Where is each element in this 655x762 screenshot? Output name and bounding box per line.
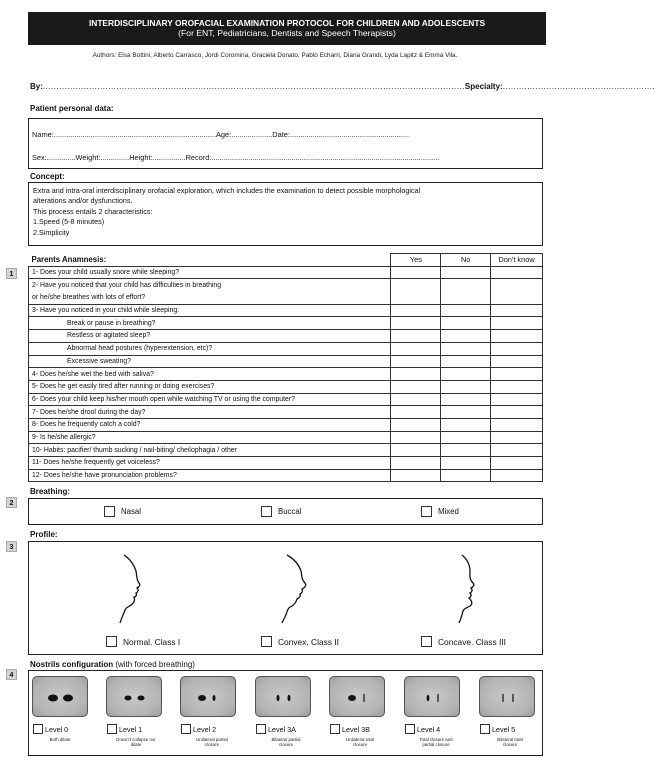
- concept-line: 1.Speed (5-8 minutes): [33, 217, 105, 227]
- col-yes-header: Yes: [391, 254, 441, 267]
- anamnesis-title: Parents Anamnesis:: [29, 254, 391, 267]
- breathing-option-buccal[interactable]: [261, 506, 301, 517]
- level-2-desc: Unilateral partial closure: [196, 737, 228, 747]
- table-row: [29, 431, 543, 444]
- answer-no-cell[interactable]: [441, 292, 491, 305]
- patient-data-title: Patient personal data:: [30, 104, 114, 113]
- question-text: Excessive sweating?: [29, 355, 391, 368]
- answer-no-cell[interactable]: [441, 444, 491, 457]
- table-row: [29, 292, 543, 305]
- answer-yes-cell[interactable]: [391, 393, 441, 406]
- nostrils-bilateral-total-icon: [480, 677, 536, 718]
- nostrils-unilateral-partial-icon: [181, 677, 237, 718]
- height-field[interactable]: ................: [152, 153, 186, 162]
- concave-checkbox[interactable]: [421, 636, 432, 647]
- answer-dont-know-cell[interactable]: [491, 355, 543, 368]
- convex-label: Convex. Class II: [278, 636, 339, 647]
- patient-name-row: [32, 130, 409, 139]
- authors-line: Authors: Elsa Bottini, Alberto Carrasco, Jordi Coromina, Graciela Donato, Pablo Echarri, Diana Grandi, Lyda Lapitz & Emma Vila.: [92, 52, 458, 59]
- nostrils-neutral-icon: [107, 677, 163, 718]
- table-row: [29, 406, 543, 419]
- question-text: 7- Does he/she drool during the day?: [29, 406, 391, 419]
- level-1-desc: Doesn't collapse nor dilate: [116, 737, 156, 747]
- nostril-image-level-0: [32, 676, 88, 717]
- question-text: Restless or agitated sleep?: [29, 330, 391, 343]
- answer-yes-cell[interactable]: [391, 355, 441, 368]
- answer-yes-cell[interactable]: [391, 444, 441, 457]
- nostrils-title-suffix: (with forced breathing): [115, 660, 195, 669]
- profile-option-convex[interactable]: [261, 636, 339, 647]
- protocol-subtitle: (For ENT, Pediatricians, Dentists and Speech Therapists): [178, 28, 396, 38]
- level-4-option[interactable]: [405, 724, 440, 734]
- record-field[interactable]: ...............................................................................................................: [211, 153, 440, 162]
- question-text: 6- Does your child keep his/her mouth open while watching TV or using the computer?: [29, 393, 391, 406]
- level-3a-desc: Bilateral partial closure: [271, 737, 301, 747]
- nostrils-bilateral-partial-icon: [256, 677, 312, 718]
- answer-no-cell[interactable]: [441, 330, 491, 343]
- mixed-label: Mixed: [438, 507, 459, 516]
- answer-yes-cell[interactable]: [391, 457, 441, 470]
- question-text: 11- Does he/she frequently get voiceless?: [29, 457, 391, 470]
- table-row: [29, 317, 543, 330]
- level-5-label: Level 5: [492, 724, 516, 734]
- concept-line: This process entails 2 characteristics:: [33, 206, 153, 216]
- answer-dont-know-cell[interactable]: [491, 317, 543, 330]
- answer-dont-know-cell[interactable]: [491, 266, 543, 279]
- level-0-option[interactable]: [33, 724, 68, 734]
- answer-dont-know-cell[interactable]: [491, 418, 543, 431]
- nasal-checkbox[interactable]: [104, 506, 115, 517]
- question-text: Break or pause in breathing?: [29, 317, 391, 330]
- answer-dont-know-cell[interactable]: [491, 406, 543, 419]
- answer-dont-know-cell[interactable]: [491, 330, 543, 343]
- answer-dont-know-cell[interactable]: [491, 393, 543, 406]
- level-0-checkbox[interactable]: [33, 724, 43, 734]
- convex-profile-icon: [275, 553, 315, 625]
- question-text: Abnormal head postures (hyperextension, etc)?: [29, 342, 391, 355]
- buccal-checkbox[interactable]: [261, 506, 272, 517]
- nostril-image-level-3b: [329, 676, 385, 717]
- answer-yes-cell[interactable]: [391, 304, 441, 317]
- level-5-checkbox[interactable]: [480, 724, 490, 734]
- level-4-label: Level 4: [417, 724, 441, 734]
- col-dont-know-header: Don't know: [491, 254, 543, 267]
- concept-line: Extra and intra-oral interdisciplinary orofacial exploration, which includes the examination to detect possible morphological: [33, 186, 421, 195]
- level-4-desc: Total closure and partial closure: [419, 737, 453, 747]
- nasal-label: Nasal: [121, 507, 141, 516]
- answer-yes-cell[interactable]: [391, 368, 441, 381]
- level-3b-label: Level 3B: [342, 724, 370, 734]
- question-text: 3- Have you noticed in your child while sleeping:: [29, 304, 391, 317]
- nostrils-title: Nostrils configuration: [30, 660, 114, 669]
- table-row: [29, 330, 543, 343]
- answer-no-cell[interactable]: [441, 380, 491, 393]
- table-row: [29, 393, 543, 406]
- answer-no-cell[interactable]: [441, 266, 491, 279]
- nostrils-title-row: [30, 660, 195, 669]
- table-row: [29, 418, 543, 431]
- sex-field[interactable]: ..............: [46, 153, 76, 162]
- normal-checkbox[interactable]: [106, 636, 117, 647]
- answer-yes-cell[interactable]: [391, 406, 441, 419]
- answer-dont-know-cell[interactable]: [491, 368, 543, 381]
- question-text: 12- Does he/she have pronunciation problems?: [29, 469, 391, 482]
- breathing-option-nasal[interactable]: [104, 506, 141, 517]
- date-label: Date:: [272, 130, 290, 139]
- concave-label: Concave. Class III: [438, 636, 506, 647]
- answer-dont-know-cell[interactable]: [491, 342, 543, 355]
- concave-profile-icon: [450, 553, 490, 625]
- date-field[interactable]: ..........................................................: [289, 130, 410, 139]
- profile-option-normal[interactable]: [106, 636, 180, 647]
- sex-label: Sex:: [32, 153, 47, 162]
- answer-dont-know-cell[interactable]: [491, 279, 543, 292]
- normal-profile-icon: [112, 553, 152, 625]
- breathing-title: Breathing:: [30, 487, 70, 496]
- section-tab-4: 4: [6, 669, 17, 680]
- table-row: [29, 444, 543, 457]
- profile-option-concave[interactable]: [421, 636, 506, 647]
- by-specialty-row: [30, 82, 655, 91]
- height-label: Height:: [129, 153, 153, 162]
- answer-no-cell[interactable]: [441, 393, 491, 406]
- question-text: 5- Does he get easily tired after running or doing exercises?: [29, 380, 391, 393]
- level-2-checkbox[interactable]: [181, 724, 191, 734]
- by-field[interactable]: ...........................................................................................................................................................: [42, 82, 465, 91]
- normal-label: Normal. Class I: [123, 636, 181, 647]
- age-field[interactable]: ....................: [231, 130, 273, 139]
- answer-dont-know-cell[interactable]: [491, 431, 543, 444]
- nostril-image-level-2: [180, 676, 236, 717]
- answer-yes-cell[interactable]: [391, 330, 441, 343]
- nostril-image-level-4: [404, 676, 460, 717]
- question-text: 1- Does your child usually snore while sleeping?: [29, 266, 391, 279]
- table-row: [29, 457, 543, 470]
- level-3b-desc: Unilateral total closure: [345, 737, 375, 747]
- level-4-checkbox[interactable]: [405, 724, 415, 734]
- question-text: or he/she breathes with lots of effort?: [29, 292, 391, 305]
- level-2-label: Level 2: [193, 724, 217, 734]
- name-field[interactable]: ...............................................................................: [53, 130, 216, 139]
- specialty-label: Specialty:: [464, 82, 503, 91]
- answer-no-cell[interactable]: [441, 368, 491, 381]
- answer-dont-know-cell[interactable]: [491, 469, 543, 482]
- concept-line: 2.Simplicity: [33, 227, 70, 237]
- protocol-header: [28, 12, 546, 45]
- section-tab-1: 1: [6, 268, 17, 279]
- convex-checkbox[interactable]: [261, 636, 272, 647]
- weight-field[interactable]: ..............: [100, 153, 130, 162]
- level-3a-option[interactable]: [256, 724, 296, 734]
- question-text: 10- Habits: pacifier/ thumb sucking / nail-biting/ cheilophagia / other: [29, 444, 391, 457]
- answer-no-cell[interactable]: [441, 304, 491, 317]
- concept-line: alterations and/or dysfunctions.: [33, 196, 133, 206]
- question-text: 8- Does he frequently catch a cold?: [29, 418, 391, 431]
- level-3a-label: Level 3A: [268, 724, 296, 734]
- answer-yes-cell[interactable]: [391, 292, 441, 305]
- level-3b-option[interactable]: [330, 724, 370, 734]
- answer-dont-know-cell[interactable]: [491, 457, 543, 470]
- weight-label: Weight:: [75, 153, 101, 162]
- answer-dont-know-cell[interactable]: [491, 380, 543, 393]
- table-header-row: [29, 254, 543, 267]
- answer-no-cell[interactable]: [441, 406, 491, 419]
- table-row: [29, 368, 543, 381]
- question-text: 4- Does he/she wet the bed with saliva?: [29, 368, 391, 381]
- answer-yes-cell[interactable]: [391, 266, 441, 279]
- level-3b-checkbox[interactable]: [330, 724, 340, 734]
- answer-yes-cell[interactable]: [391, 380, 441, 393]
- breathing-option-mixed[interactable]: [421, 506, 459, 517]
- answer-no-cell[interactable]: [441, 457, 491, 470]
- answer-yes-cell[interactable]: [391, 317, 441, 330]
- col-no-header: No: [441, 254, 491, 267]
- protocol-title: INTERDISCIPLINARY OROFACIAL EXAMINATION PROTOCOL FOR CHILDREN AND ADOLESCENTS: [88, 18, 486, 28]
- question-text: 9- Is he/she allergic?: [29, 431, 391, 444]
- answer-no-cell[interactable]: [441, 317, 491, 330]
- specialty-field[interactable]: ........................................................: [502, 82, 655, 91]
- age-label: Age:: [216, 130, 232, 139]
- answer-no-cell[interactable]: [441, 469, 491, 482]
- table-row: [29, 355, 543, 368]
- level-0-label: Level 0: [45, 724, 69, 734]
- answer-no-cell[interactable]: [441, 418, 491, 431]
- level-0-desc: Both dilate: [49, 737, 71, 742]
- nostril-image-level-3a: [255, 676, 311, 717]
- section-tab-2: 2: [6, 497, 17, 508]
- answer-yes-cell[interactable]: [391, 342, 441, 355]
- level-5-option[interactable]: [480, 724, 515, 734]
- answer-dont-know-cell[interactable]: [491, 444, 543, 457]
- question-text: 2- Have you noticed that your child has difficulties in breathing: [29, 279, 391, 292]
- table-row: [29, 266, 543, 279]
- nostril-image-level-5: [479, 676, 535, 717]
- patient-body-row: [32, 153, 439, 162]
- level-1-checkbox[interactable]: [107, 724, 117, 734]
- nostrils-unilateral-total-icon: [330, 677, 386, 718]
- nostril-image-level-1: [106, 676, 162, 717]
- buccal-label: Buccal: [278, 507, 302, 516]
- section-tab-3: 3: [6, 541, 17, 552]
- level-3a-checkbox[interactable]: [256, 724, 266, 734]
- answer-yes-cell[interactable]: [391, 418, 441, 431]
- nostrils-both-dilate-icon: [33, 677, 89, 718]
- answer-yes-cell[interactable]: [391, 431, 441, 444]
- mixed-checkbox[interactable]: [421, 506, 432, 517]
- by-label: By:: [30, 82, 43, 91]
- table-row: [29, 380, 543, 393]
- answer-no-cell[interactable]: [441, 355, 491, 368]
- concept-text: [33, 186, 538, 238]
- table-row: [29, 304, 543, 317]
- answer-no-cell[interactable]: [441, 431, 491, 444]
- concept-title: Concept:: [30, 172, 65, 181]
- answer-no-cell[interactable]: [441, 342, 491, 355]
- nostrils-total-and-partial-icon: [405, 677, 461, 718]
- anamnesis-table: [28, 253, 543, 482]
- level-1-option[interactable]: [107, 724, 142, 734]
- answer-yes-cell[interactable]: [391, 279, 441, 292]
- answer-dont-know-cell[interactable]: [491, 292, 543, 305]
- answer-yes-cell[interactable]: [391, 469, 441, 482]
- name-label: Name:: [32, 130, 54, 139]
- table-row: [29, 342, 543, 355]
- level-2-option[interactable]: [181, 724, 216, 734]
- table-row: [29, 279, 543, 292]
- level-1-label: Level 1: [119, 724, 143, 734]
- answer-dont-know-cell[interactable]: [491, 304, 543, 317]
- table-row: [29, 469, 543, 482]
- answer-no-cell[interactable]: [441, 279, 491, 292]
- level-5-desc: Bilateral total closure: [497, 737, 523, 747]
- record-label: Record:: [185, 153, 212, 162]
- profile-title: Profile:: [30, 530, 58, 539]
